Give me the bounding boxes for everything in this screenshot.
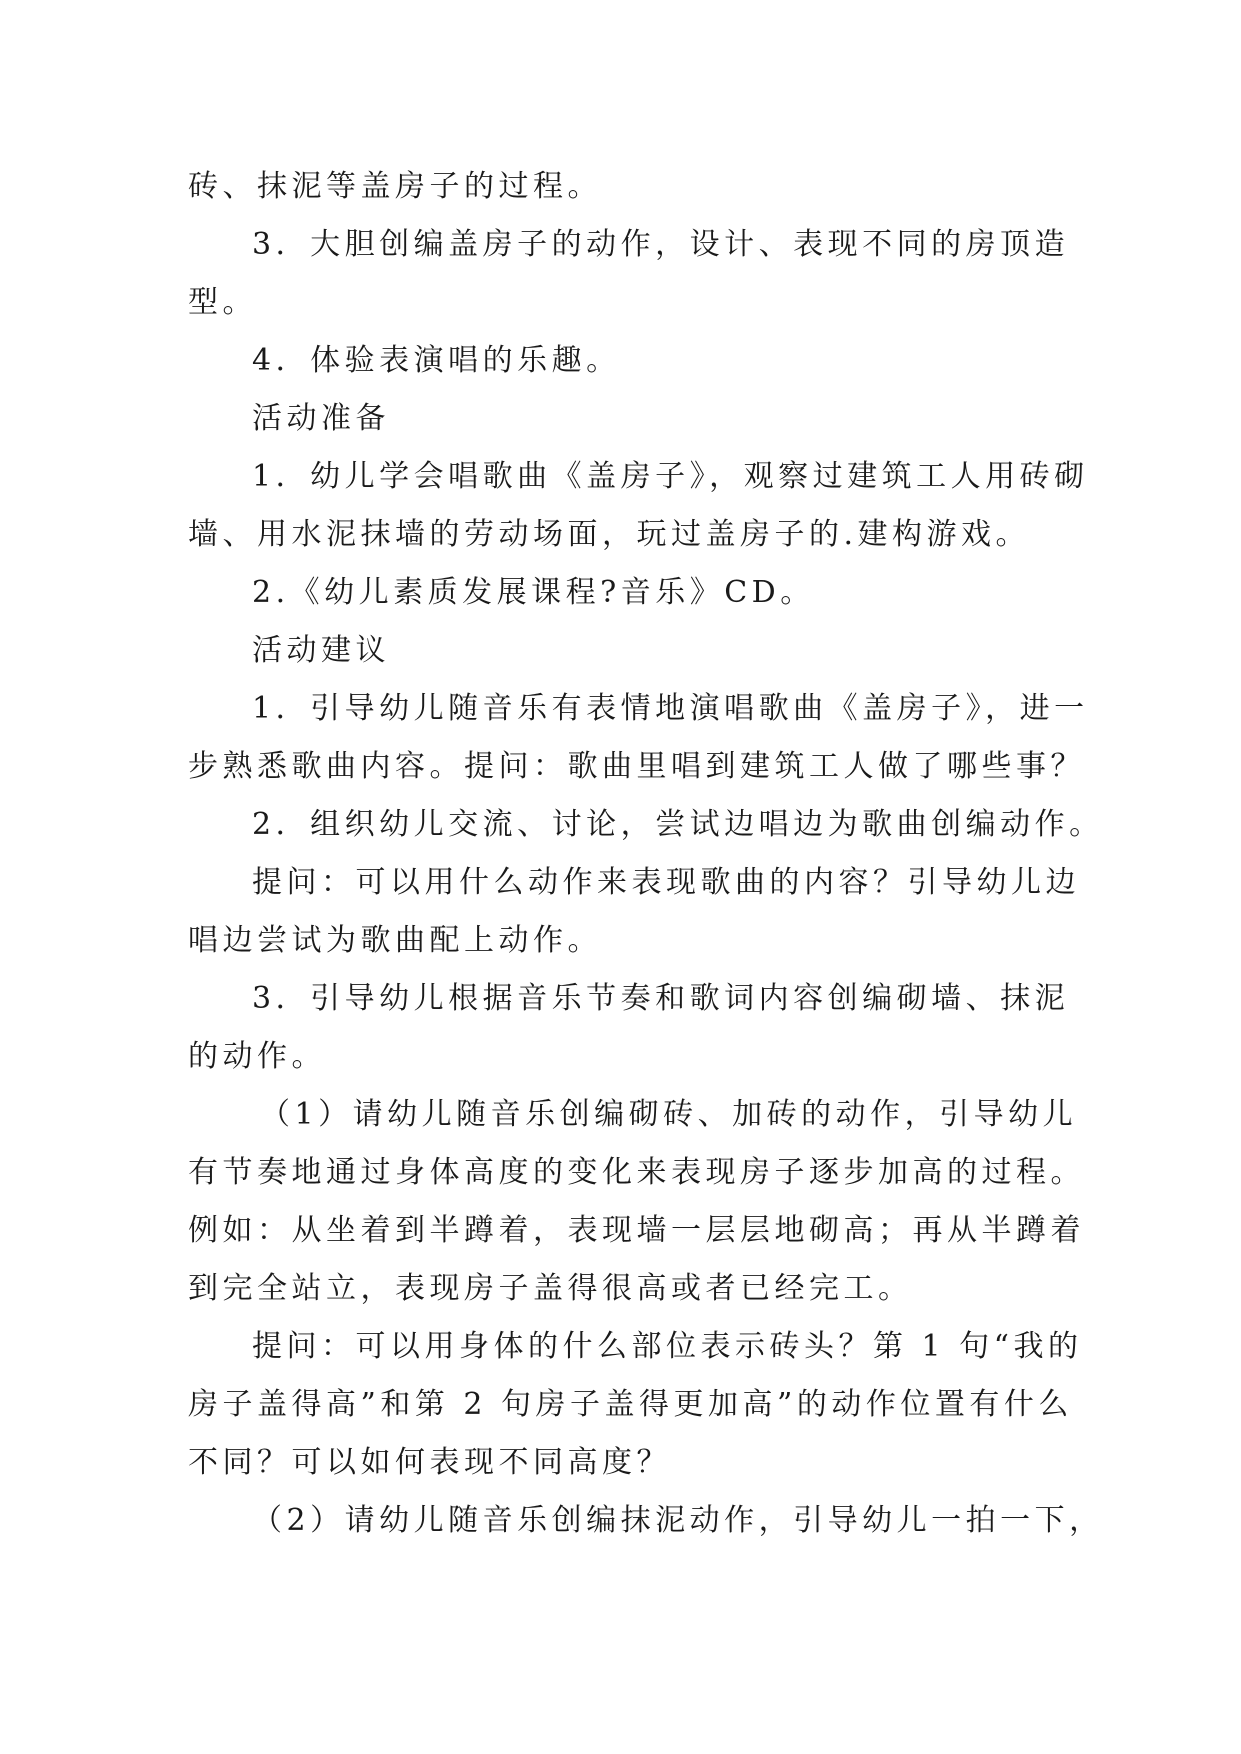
- text-line: 提问：可以用什么动作来表现歌曲的内容？引导幼儿边: [252, 865, 1080, 900]
- text-line: 提问：可以用身体的什么部位表示砖头？第 1 句“我的: [252, 1329, 1083, 1364]
- document-body: [188, 158, 1104, 1550]
- text-line: 到完全站立，表现房子盖得很高或者已经完工。: [188, 1271, 913, 1306]
- text-line: 有节奏地通过身体高度的变化来表现房子逐步加高的过程。: [188, 1155, 1085, 1190]
- text-line: 的动作。: [188, 1039, 326, 1074]
- text-line: 2．组织幼儿交流、讨论，尝试边唱边为歌曲创编动作。: [252, 807, 1104, 842]
- text-line: （1）请幼儿随音乐创编砌砖、加砖的动作，引导幼儿: [260, 1097, 1078, 1132]
- text-line: 不同？可以如何表现不同高度？: [188, 1445, 671, 1480]
- text-line: 唱边尝试为歌曲配上动作。: [188, 923, 602, 958]
- text-line: 2.《幼儿素质发展课程?音乐》CD。: [252, 575, 815, 610]
- text-line: 3．大胆创编盖房子的动作，设计、表现不同的房顶造: [252, 227, 1070, 262]
- text-line: （2）请幼儿随音乐创编抹泥动作，引导幼儿一拍一下，: [252, 1503, 1104, 1538]
- text-line: 砖、抹泥等盖房子的过程。: [188, 169, 602, 204]
- text-line: 3．引导幼儿根据音乐节奏和歌词内容创编砌墙、抹泥: [252, 981, 1070, 1016]
- text-line: 1．引导幼儿随音乐有表情地演唱歌曲《盖房子》，进一: [252, 691, 1089, 726]
- section-heading: 活动建议: [252, 633, 390, 668]
- text-line: 例如：从坐着到半蹲着，表现墙一层层地砌高；再从半蹲着: [188, 1213, 1085, 1248]
- text-line: 型。: [188, 285, 257, 320]
- text-line: 1．幼儿学会唱歌曲《盖房子》，观察过建筑工人用砖砌: [252, 459, 1089, 494]
- text-line: 步熟悉歌曲内容。提问：歌曲里唱到建筑工人做了哪些事？: [188, 749, 1085, 784]
- text-line: 墙、用水泥抹墙的劳动场面，玩过盖房子的.建构游戏。: [188, 517, 1031, 552]
- text-line: 房子盖得高”和第 2 句房子盖得更加高”的动作位置有什么: [188, 1387, 1073, 1422]
- text-line: 4．体验表演唱的乐趣。: [252, 343, 621, 378]
- section-heading: 活动准备: [252, 401, 390, 436]
